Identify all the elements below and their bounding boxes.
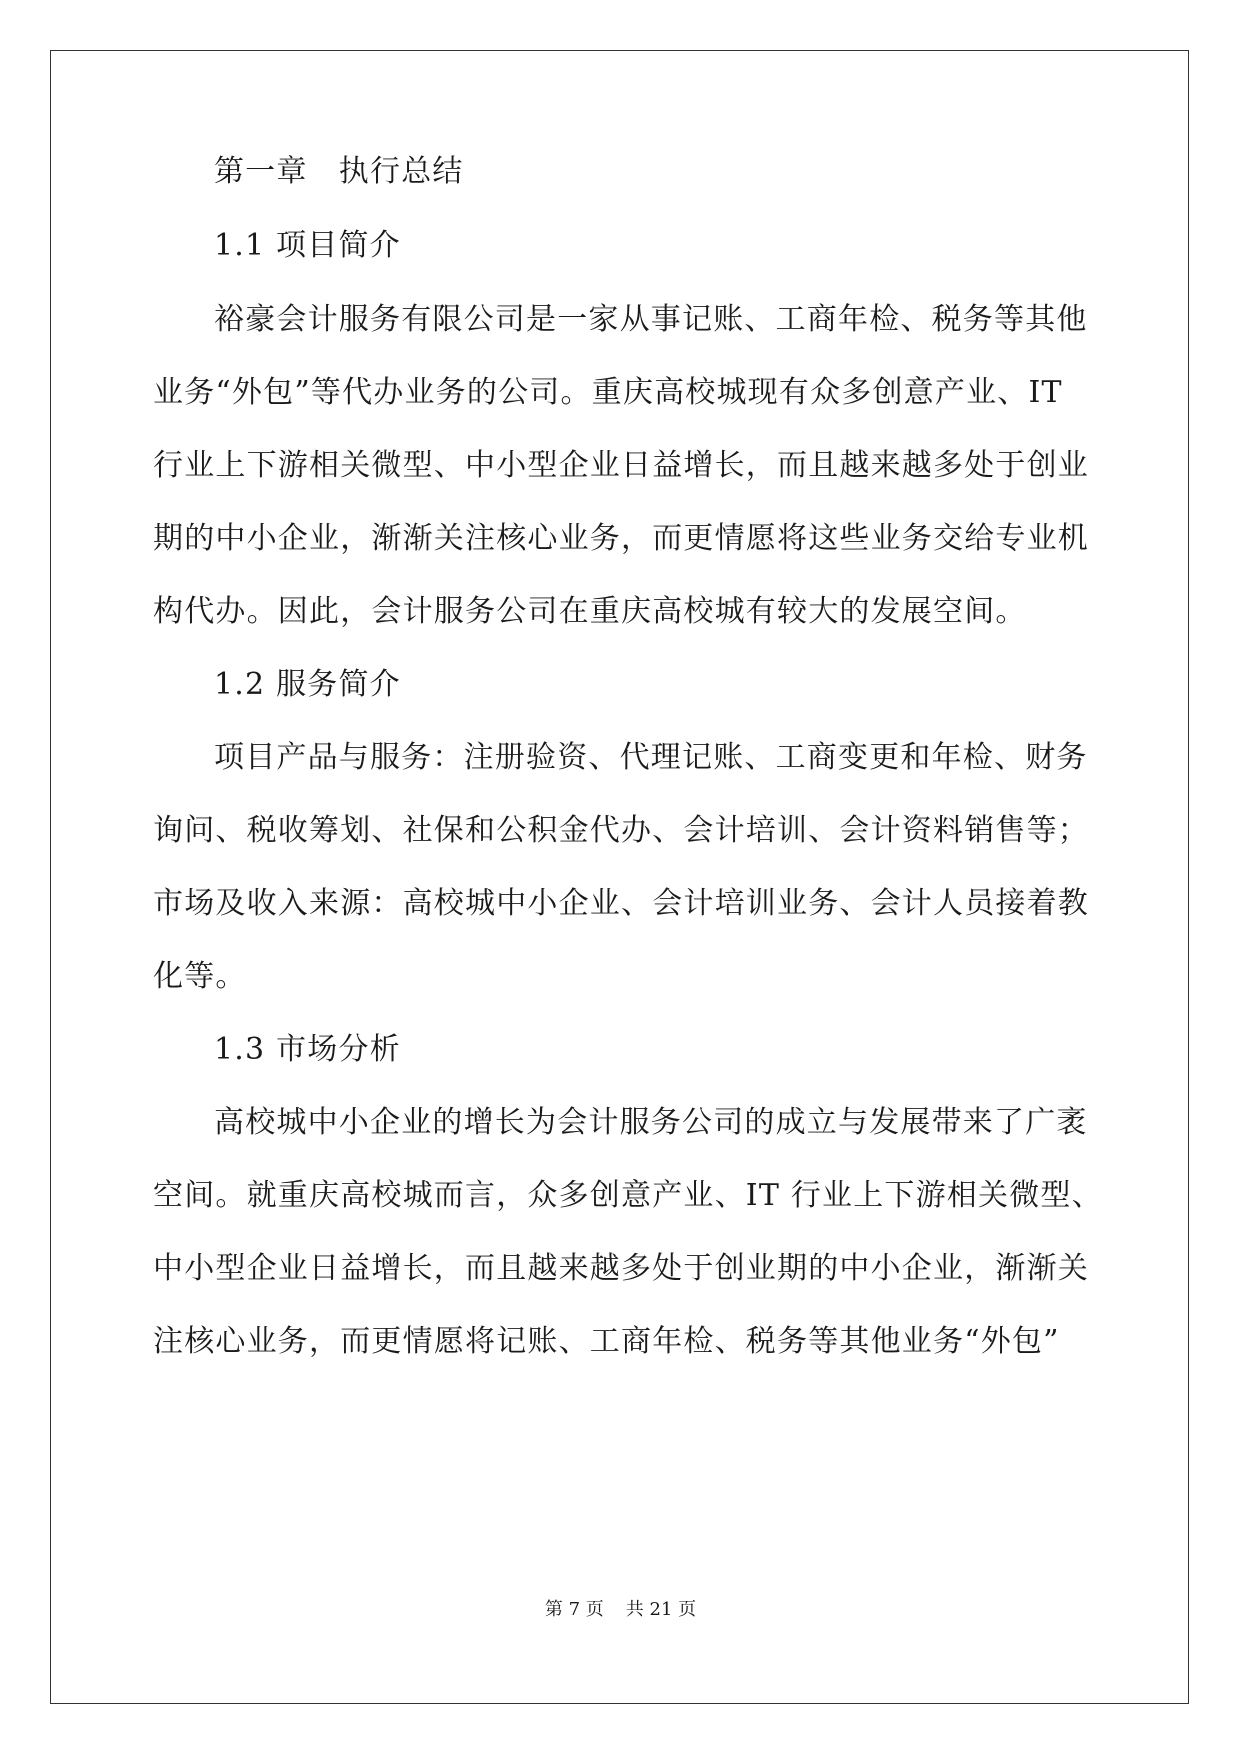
paragraph-line: 高校城中小企业的增长为会计服务公司的成立与发展带来了广袤: [214, 1105, 1088, 1140]
section-1-3-title: 1.3 市场分析: [214, 1032, 401, 1067]
section-1-1-title: 1.1 项目简介: [214, 228, 401, 263]
paragraph-line: 市场及收入来源：高校城中小企业、会计培训业务、会计人员接着教: [153, 886, 1089, 921]
page-border: [50, 50, 1189, 1704]
paragraph-line: 空间。就重庆高校城而言，众多创意产业、IT 行业上下游相关微型、: [153, 1178, 1103, 1213]
paragraph-line: 业务“外包”等代办业务的公司。重庆高校城现有众多创意产业、IT: [153, 375, 1063, 410]
paragraph-line: 项目产品与服务：注册验资、代理记账、工商变更和年检、财务: [214, 740, 1088, 775]
paragraph-line: 期的中小企业，渐渐关注核心业务，而更情愿将这些业务交给专业机: [153, 521, 1089, 556]
page-footer: [0, 1598, 1241, 1622]
paragraph-line: 询问、税收筹划、社保和公积金代办、会计培训、会计资料销售等；: [153, 813, 1089, 848]
paragraph-line: 化等。: [153, 959, 247, 994]
paragraph-line: 行业上下游相关微型、中小型企业日益增长，而且越来越多处于创业: [153, 448, 1089, 483]
page-total: 共 21 页: [625, 1599, 697, 1620]
chapter-heading: 第一章 执行总结: [214, 154, 464, 189]
paragraph-line: 中小型企业日益增长，而且越来越多处于创业期的中小企业，渐渐关: [153, 1251, 1089, 1286]
section-1-2-title: 1.2 服务简介: [214, 667, 401, 702]
paragraph-line: 裕豪会计服务有限公司是一家从事记账、工商年检、税务等其他: [214, 302, 1088, 337]
page-number: 第 7 页: [544, 1599, 604, 1620]
paragraph-line: 构代办。因此，会计服务公司在重庆高校城有较大的发展空间。: [153, 594, 1027, 629]
paragraph-line: 注核心业务，而更情愿将记账、工商年检、税务等其他业务“外包”: [153, 1324, 1060, 1359]
